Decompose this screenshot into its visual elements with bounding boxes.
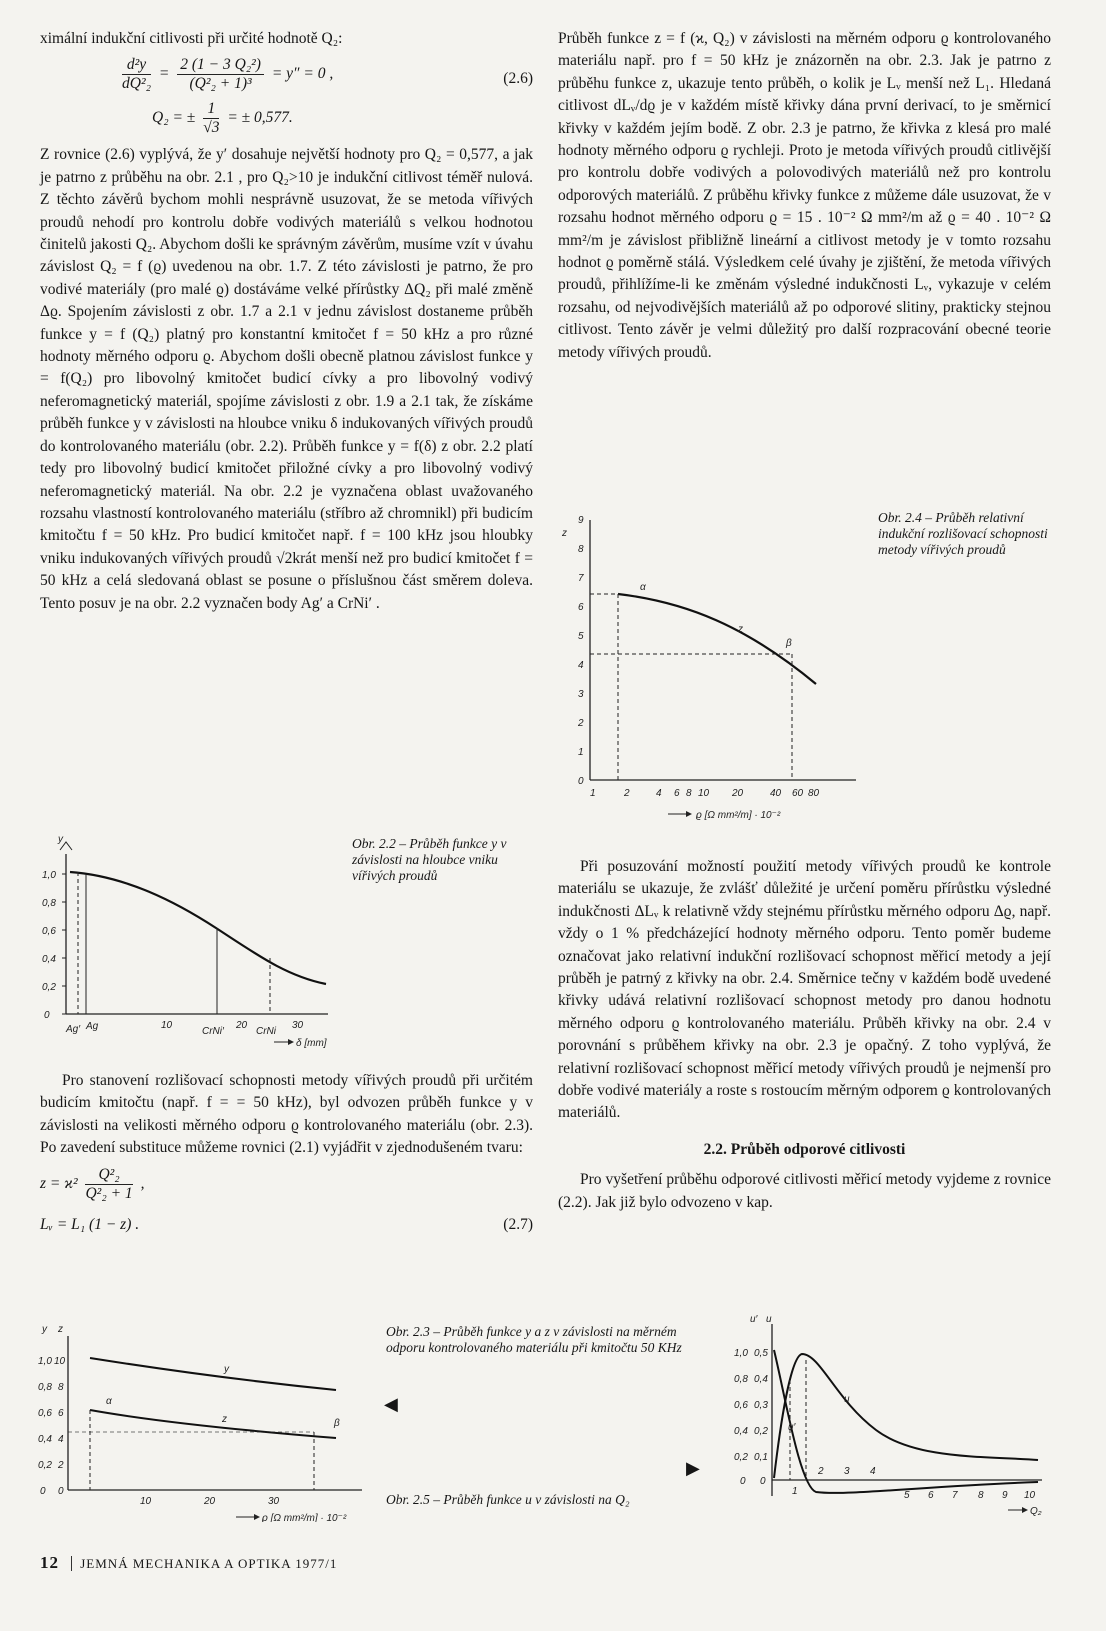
curve-label: z: [222, 1414, 227, 1425]
curve-label: u′: [788, 1422, 796, 1433]
tick-label: 0: [760, 1476, 766, 1487]
tick-label: 6: [928, 1490, 934, 1501]
tick-label: 4: [578, 660, 584, 671]
tick-label: 10: [140, 1496, 152, 1507]
tick-label: 80: [808, 788, 820, 799]
equation-2-6: $\frac{\text{d²y}}{\text{dQ²₂}}$ = $\frac{\text{2 (1 − 3 Q₂²)}}{\text{(Q²₂ + 1)³}}$ = y″ = 0 , (2.6): [122, 56, 533, 93]
figure-2-4-caption: Obr. 2.4 – Průběh relativní indukční rozlišovací schopnosti metody vířivých proudů: [878, 510, 1048, 557]
tick-label: 0,2: [38, 1460, 52, 1471]
tick-label: 7: [578, 573, 584, 584]
figure-2-4-plot: [556, 508, 866, 828]
fig24-y-ticks: [577, 515, 584, 787]
tick-label: 8: [686, 788, 692, 799]
figure-2-3: [36, 1322, 366, 1522]
fig23-y-label-2: z: [58, 1324, 63, 1335]
tick-label: 0,6: [38, 1408, 52, 1419]
figure-2-4: [556, 508, 866, 828]
fig25-y-ticks: [734, 1348, 768, 1487]
equation-number: (2.6): [503, 70, 533, 88]
tick-label: 0,6: [42, 926, 56, 937]
fig22-y-label: y: [58, 834, 63, 845]
right-column: [558, 28, 1051, 370]
figure-2-5: [726, 1310, 1056, 1520]
tick-label: 0,5: [754, 1348, 768, 1359]
tick-label: 10: [54, 1356, 66, 1367]
right-column-lower: [558, 856, 1051, 1220]
tick-label: 8: [578, 544, 584, 555]
tick-label: 10: [1024, 1490, 1036, 1501]
right-paragraph-1: Průběh funkce z = f (ϰ, Q₂) v závislosti na měrném odporu ϱ kontrolovaného materiálu např. pro f = 50 kHz je znázorněn na obr. 2.3. Jak je patrno z průběhu funkce z, ukazuje tento průběh, o kolik je Lᵥ menší než L₁. Hledaná citlivost dLᵥ/dϱ je v každém místě křivky dána první derivací, to je směrnicí křivky v každém jejím bodě. Z obr. 2.3 je patrno, že křivka z klesá pro malé hodnoty měrného odporu ϱ rychleji. Proto je metoda vířivých proudů citlivější pro kontrolu dobře vodivých a polovodivých materiálů než pro kontrolu odporových materiálů. Z průběhu křivky funkce z můžeme dále usuzovat, že v rozsahu hodnot měrného odporu ϱ = 15 . 10⁻² Ω mm²/m až ϱ = 40 . 10⁻² Ω mm²/m je závislost přibližně lineární a citlivost metody je v tomto rozsahu hodnot ϱ poměrně stálá. Výsledkem celé úvahy je zjištění, že metoda vířivých proudů, přihlížíme-li ke změnám výsledné indukčnosti Lᵥ, vykazuje v celém rozsahu, od nejvodivějších materiálů až po odporové slitiny, prakticky stejnou citlivost. Tento závěr je velmi důležitý pro další rozpracování obecné teorie metody vířivých proudů.: [558, 30, 1051, 361]
tick-label: 6: [674, 788, 680, 799]
page-footer: [40, 1553, 337, 1573]
tick-label: 2: [578, 718, 584, 729]
fig25-curve-u-prime: [774, 1350, 1038, 1493]
fig25-y-label-2: u: [766, 1314, 772, 1325]
fig23-curve-z: [90, 1410, 336, 1438]
left-paragraph-2: Z rovnice (2.6) vyplývá, že y′ dosahuje největší hodnoty pro Q₂ = 0,577, a jak je patrno z průběhu na obr. 2.1 , pro Q₂>10 je indukční citlivost téměř nulová. Z těchto závěrů bychom mohli nesprávně usuzovat, že se metoda vířivých proudů nehodí pro kontrolu dobře vodivých materiálů s velkou hodnotou činitelů jakosti Q₂. Abychom došli ke správným závěrům, musíme vzít v úvahu závislost Q₂ = f (ϱ) uvedenou na obr. 1.7. Z této závislosti je patrno, že pro vodivé materiály (pro malé ϱ) dostáváme velké přírůstky ΔQ₂ při malé změně Δϱ. Spojením závislosti z obr. 1.7 a 2.1 v jednu závislost dostaneme průběh funkce y = f (Q₂) platný pro konstantní kmitočet f = 50 kHz a pro různé hodnoty měrného odporu ϱ. Abychom došli obecně platnou závislost funkce y = f(Q₂) pro libovolný kmitočet budicí cívky a pro libovolný vodivý neferomagnetický materiál, spojíme závislosti z obr. 1.9 a 2.1 tak, že získáme průběh funkce y v závislosti na hloubce vniku δ indukovaných vířivých proudů do kontrolovaného materiálu (obr. 2.2). Průběh funkce y = f(δ) z obr. 2.2 platí tedy pro libovolný budicí kmitočet přiložné cívky a pro libovolný vodivý neferomagnetický materiál. Na obr. 2.2 je vyznačena oblast uvažovaného rozsahu vlastností kontrolovaného materiálu (stříbro až chromnikl) při budicím kmitočtu f = 50 kHz. Pro budicí kmitočet např. f = 100 kHz jsou hloubky vniku indukovaných vířivých proudů √2krát menší než pro budicí kmitočet f = 50 kHz a celá sledovaná oblast se posune o příslušnou část směrem doleva. Tento posuv je na obr. 2.2 vyznačen body Ag′ a CrNi′ .: [40, 146, 533, 612]
tick-label: 2: [818, 1466, 824, 1477]
left-paragraph-3: Pro stanovení rozlišovací schopnosti metody vířivých proudů při určitém budicím kmitočtu (např. f = = 50 kHz), byl odvozen průběh funkce y v závislosti na velikosti měrného odporu ϱ kontrolovaného materiálu (obr. 2.3). Po zavedení substituce můžeme rovnici (2.1) vyjádřit v zjednodušeném tvaru:: [40, 1072, 533, 1157]
curve-label: u: [844, 1394, 850, 1405]
tick-label: 0,3: [754, 1400, 768, 1411]
tick-label: 0,6: [734, 1400, 748, 1411]
tick-label: 1: [578, 747, 584, 758]
tick-label: 0,8: [42, 898, 56, 909]
tick-label: 10: [161, 1020, 173, 1031]
figure-2-3-plot: [36, 1322, 366, 1522]
fig24-x-label: ϱ [Ω mm²/m] · 10⁻²: [696, 810, 781, 821]
tick-label: 0: [58, 1486, 64, 1497]
left-pointer-icon: ◀: [384, 1394, 398, 1414]
tick-label: 6: [578, 602, 584, 613]
fig22-x-label: δ [mm]: [296, 1038, 327, 1049]
equation-q2: Q₂ = ± $\frac{1}{√3}$ = ± 0,577.: [152, 100, 293, 137]
tick-label: 6: [58, 1408, 64, 1419]
curve-label: z: [738, 624, 743, 635]
tick-label: 4: [58, 1434, 64, 1445]
tick-label: 0,8: [734, 1374, 748, 1385]
tick-label: 0,4: [754, 1374, 768, 1385]
journal-name: JEMNÁ MECHANIKA A OPTIKA 1977/1: [80, 1556, 338, 1571]
tick-label: 4: [870, 1466, 876, 1477]
tick-label: 10: [698, 788, 710, 799]
tick-label: 30: [268, 1496, 280, 1507]
tick-label: 20: [204, 1496, 216, 1507]
figure-2-3-caption: Obr. 2.3 – Průběh funkce y a z v závislosti na měrném odporu kontrolovaného materiálu při kmitočtu 50 KHz: [386, 1324, 682, 1355]
tick-label: 2: [624, 788, 630, 799]
curve-label: y: [224, 1364, 229, 1375]
equation-2-7a: z = ϰ² $\frac{\text{Q²₂}}{\text{Q²₂ + 1}}$ ,: [40, 1165, 145, 1202]
marker-label: β: [786, 638, 792, 649]
tick-label: 1: [590, 788, 596, 799]
tick-label: 0,2: [42, 982, 56, 993]
tick-label: 1,0: [42, 870, 56, 881]
section-title: 2.2. Průběh odporové citlivosti: [703, 1140, 906, 1158]
tick-label: 0,2: [754, 1426, 768, 1437]
marker-label: α: [106, 1396, 112, 1407]
fig23-y-label-1: y: [42, 1324, 47, 1335]
fig22-marker: Ag′: [66, 1024, 81, 1035]
tick-label: 1,0: [734, 1348, 748, 1359]
figure-2-5-caption: Obr. 2.5 – Průběh funkce u v závislosti na Q₂: [386, 1492, 630, 1507]
page-number: 12: [40, 1553, 59, 1572]
equation-number: (2.7): [503, 1215, 533, 1233]
tick-label: 1,0: [38, 1356, 52, 1367]
fig25-x-label: Q₂: [1030, 1506, 1042, 1517]
figure-2-5-plot: [726, 1310, 1056, 1520]
marker-label: α: [640, 582, 646, 593]
fig25-y-label-1: u′: [750, 1314, 758, 1325]
tick-label: 9: [578, 515, 584, 526]
tick-label: 4: [656, 788, 662, 799]
tick-label: 5: [578, 631, 584, 642]
fig23-x-label: ϱ [Ω mm²/m] · 10⁻²: [262, 1513, 347, 1522]
fig22-curve-y: [70, 872, 326, 984]
fig22-marker: Ag: [86, 1021, 99, 1032]
tick-label: 0: [44, 1010, 50, 1021]
tick-label: 0,1: [754, 1452, 768, 1463]
marker-label: β: [334, 1418, 340, 1429]
equation-2-7b: Lᵥ = L₁ (1 − z) . (2.7): [40, 1210, 533, 1238]
tick-label: 3: [844, 1466, 850, 1477]
tick-label: 1: [792, 1486, 798, 1497]
right-pointer-icon: ▶: [686, 1458, 700, 1478]
right-paragraph-2: Při posuzování možností použití metody vířivých proudů ke kontrole materiálu se ukazuje, že zvlášť důležité je určení poměru přírůstku výsledné indukčnosti ΔLᵥ k relativně vždy stejnému přírůstku měrného odporu Δϱ, např. vždy o 1 % předcházející hodnoty měrného odporu. Tento poměr budeme označovat jako relativní indukční rozlišovací schopnost měřicí metody a její průběh je patrný z křivky na obr. 2.4. Směrnice tečny v každém bodě uvedené křivky udává relativní rozlišovací schopnost metody pro danou hodnotu měrného odporu ϱ kontrolovaného materiálu. Průběh křivky na obr. 2.4 v porovnání s průběhem křivky na obr. 2.3 je opačný. Z toho vyplývá, že relativní rozlišovací schopnost měřicí metody vířivých proudů je nejmenší pro dobře vodivé materiály a roste s rostoucím měrným odporem ϱ kontrolovaných materiálů.: [558, 858, 1051, 1122]
tick-label: 20: [236, 1020, 248, 1031]
tick-label: 0,4: [38, 1434, 52, 1445]
tick-label: 2: [58, 1460, 64, 1471]
tick-label: 8: [978, 1490, 984, 1501]
fig24-y-label: z: [562, 528, 567, 539]
tick-label: 0,2: [734, 1452, 748, 1463]
right-paragraph-3: Pro vyšetření průběhu odporové citlivosti měřicí metody vyjdeme z rovnice (2.2). Jak již bylo odvozeno v kap.: [558, 1171, 1051, 1211]
tick-label: 5: [904, 1490, 910, 1501]
fig23-curve-y: [90, 1358, 336, 1390]
tick-label: 0: [40, 1486, 46, 1497]
fig25-curve-u: [774, 1354, 1038, 1478]
tick-label: 3: [578, 689, 584, 700]
tick-label: 0: [578, 776, 584, 787]
tick-label: 0: [740, 1476, 746, 1487]
tick-label: 0,8: [38, 1382, 52, 1393]
left-column-lower: [40, 1070, 533, 1238]
tick-label: 0,4: [734, 1426, 748, 1437]
tick-label: 20: [732, 788, 744, 799]
tick-label: 60: [792, 788, 804, 799]
figure-2-2: [36, 834, 336, 1054]
tick-label: 9: [1002, 1490, 1008, 1501]
tick-label: 7: [952, 1490, 958, 1501]
fig22-marker: CrNi′: [202, 1026, 224, 1037]
tick-label: 40: [770, 788, 782, 799]
figure-2-2-caption: Obr. 2.2 – Průběh funkce y v závislosti na hloubce vniku vířivých proudů: [352, 836, 507, 883]
fig23-y-ticks: [38, 1356, 66, 1497]
fig22-y-ticks: [42, 870, 66, 1021]
fig22-marker: CrNi: [256, 1026, 276, 1037]
tick-label: 0,4: [42, 954, 56, 965]
figure-2-2-plot: [36, 834, 336, 1054]
left-paragraph-1: ximální indukční citlivosti při určité hodnotě Q₂:: [40, 30, 343, 47]
tick-label: 8: [58, 1382, 64, 1393]
left-column: [40, 28, 533, 621]
tick-label: 30: [292, 1020, 304, 1031]
